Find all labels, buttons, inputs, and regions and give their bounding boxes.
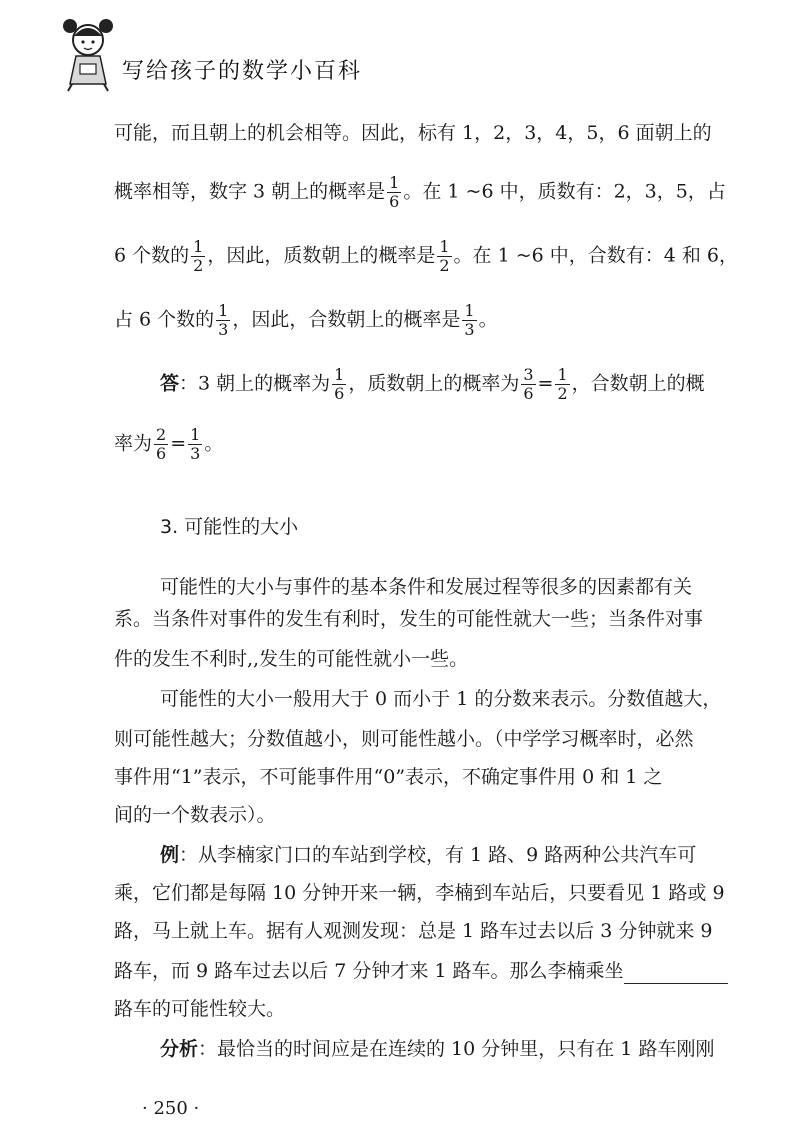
fraction: $\frac{1}{3}$ <box>190 425 201 463</box>
text-line: 路，马上就上车。据有人观测发现：总是 1 路车过去以后 3 分钟就来 9 <box>114 920 713 942</box>
fraction: $\frac{1}{2}$ <box>557 365 568 403</box>
text-line: 路车，而 9 路车过去以后 7 分钟才来 1 路车。那么李楠乘坐 <box>114 958 728 984</box>
text-line: 件的发生不利时,,发生的可能性就小一些。 <box>114 648 469 670</box>
text-line: 乘，它们都是每隔 10 分钟开来一辆，李楠到车站后，只要看见 1 路或 9 <box>114 882 725 904</box>
fraction: $\frac{1}{3}$ <box>218 301 229 339</box>
text-line: 占 6 个数的 $\frac{1}{3}$ ，因此，合数朝上的概率是 $\frac{1}{3}$ 。 <box>114 301 498 339</box>
text-line: 则可能性越大；分数值越小，则可能性越小。（中学学习概率时，必然 <box>114 728 694 750</box>
text-line: 系。当条件对事件的发生有利时，发生的可能性就大一些；当条件对事 <box>114 608 704 630</box>
fraction: $\frac{1}{6}$ <box>334 365 345 403</box>
example-line: 例：从李楠家门口的车站到学校，有 1 路、9 路两种公共汽车可 <box>160 844 697 866</box>
fraction: $\frac{3}{6}$ <box>523 365 534 403</box>
text-line: 可能，而且朝上的机会相等。因此，标有 1，2，3，4，5，6 面朝上的 <box>114 122 712 144</box>
girl-mascot-icon <box>56 14 120 92</box>
answer-line: 率为 $\frac{2}{6}$ = $\frac{1}{3}$ 。 <box>114 425 224 463</box>
text-line: 间的一个数表示）。 <box>114 804 276 826</box>
text-line: 可能性的大小一般用大于 0 而小于 1 的分数来表示。分数值越大， <box>160 688 722 710</box>
text-line: 6 个数的 $\frac{1}{2}$ ，因此，质数朝上的概率是 $\frac{1}{2}$ 。在 1 ~6 中，合数有：4 和 6， <box>114 237 739 275</box>
text-line: 概率相等，数字 3 朝上的概率是 $\frac{1}{6}$ 。在 1 ~6 中，质数有：2，3，5，占 <box>114 173 726 211</box>
fraction: $\frac{1}{2}$ <box>193 237 204 275</box>
analysis-line: 分析：最恰当的时间应是在连续的 10 分钟里，只有在 1 路车刚刚 <box>160 1038 715 1060</box>
text-line: 路车的可能性较大。 <box>114 998 286 1020</box>
text-line: 事件用“1”表示，不可能事件用“0”表示，不确定事件用 0 和 1 之 <box>114 766 663 788</box>
text-line: 可能性的大小与事件的基本条件和发展过程等很多的因素都有关 <box>160 576 693 598</box>
answer-line: 答：3 朝上的概率为 $\frac{1}{6}$ ，质数朝上的概率为 $\frac{3}{6}$ = $\frac{1}{2}$ ，合数朝上的概 <box>160 365 705 403</box>
example-label: 例 <box>160 844 180 866</box>
page-number: · 250 · <box>142 1098 200 1119</box>
answer-blank <box>624 963 728 984</box>
page-header <box>56 14 476 94</box>
fraction: $\frac{2}{6}$ <box>156 425 167 463</box>
book-title: 写给孩子的数学小百科 <box>122 59 363 84</box>
analysis-label: 分析 <box>160 1038 199 1060</box>
fraction: $\frac{1}{6}$ <box>389 173 400 211</box>
fraction: $\frac{1}{2}$ <box>439 237 450 275</box>
answer-label: 答 <box>160 372 180 395</box>
fraction: $\frac{1}{3}$ <box>464 301 475 339</box>
section-title: 3. 可能性的大小 <box>160 516 299 538</box>
